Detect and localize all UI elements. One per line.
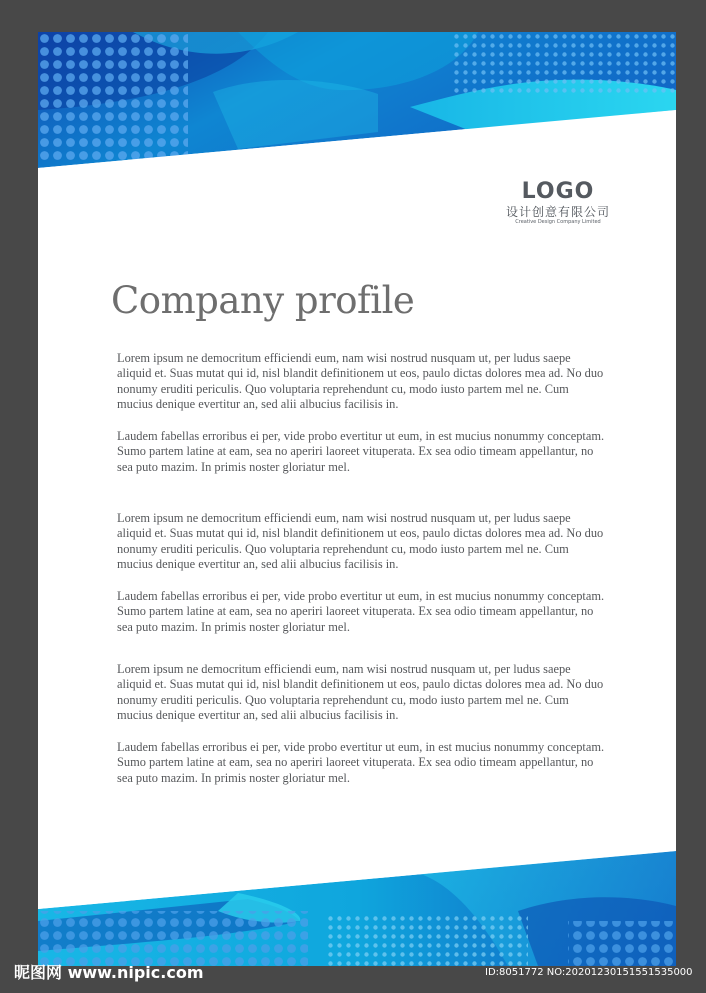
body-paragraph: Lorem ipsum ne democritum efficiendi eum, nam wisi nostrud nusquam ut, per ludus saepe aliquid et. Suas mutat qui id, nisl blandit definitionem ut eos, paulo dictas dolores mea ad. No duo nonumy eruditi periculis. Quo voluptaria reprehendunt cu, modo iusto partem mel ne. Cum mucius denique evertitur an, sed alii albucius facilisis in. — [117, 351, 604, 412]
page-title: Company profile — [111, 279, 415, 322]
watermark-id: ID:8051772 NO:20201230151551535000 — [485, 967, 693, 978]
body-paragraph: Lorem ipsum ne democritum efficiendi eum, nam wisi nostrud nusquam ut, per ludus saepe aliquid et. Suas mutat qui id, nisl blandit definitionem ut eos, paulo dictas dolores mea ad. No duo nonumy eruditi periculis. Quo voluptaria reprehendunt cu, modo iusto partem mel ne. Cum mucius denique evertitur an, sed alii albucius facilisis in. — [117, 662, 604, 723]
header-wave-decoration — [38, 32, 676, 172]
body-paragraph: Laudem fabellas erroribus ei per, vide probo evertitur ut eum, in est mucius nonummy conceptam. Sumo partem latine at eam, sea no aperiri laoreet vituperata. Ex sea odio timeam appellantur, no sea puto mazim. In primis noster gloriatur mel. — [117, 589, 605, 634]
footer-wave-decoration — [38, 851, 676, 966]
company-logo — [493, 180, 623, 226]
watermark-site: 昵图网 www.nipic.com — [14, 963, 204, 982]
letterhead-page — [38, 32, 676, 966]
logo-english-name: Creative Design Company Limited — [515, 219, 601, 225]
body-paragraph: Lorem ipsum ne democritum efficiendi eum, nam wisi nostrud nusquam ut, per ludus saepe aliquid et. Suas mutat qui id, nisl blandit definitionem ut eos, paulo dictas dolores mea ad. No duo nonumy eruditi periculis. Quo voluptaria reprehendunt cu, modo iusto partem mel ne. Cum mucius denique evertitur an, sed alii albucius facilisis in. — [117, 511, 604, 572]
logo-chinese-name: 设计创意有限公司 — [505, 205, 610, 219]
body-paragraph: Laudem fabellas erroribus ei per, vide probo evertitur ut eum, in est mucius nonummy conceptam. Sumo partem latine at eam, sea no aperiri laoreet vituperata. Ex sea odio timeam appellantur, no sea puto mazim. In primis noster gloriatur mel. — [117, 429, 605, 474]
logo-text: LOGO — [521, 179, 595, 204]
body-paragraph: Laudem fabellas erroribus ei per, vide probo evertitur ut eum, in est mucius nonummy conceptam. Sumo partem latine at eam, sea no aperiri laoreet vituperata. Ex sea odio timeam appellantur, no sea puto mazim. In primis noster gloriatur mel. — [117, 740, 605, 785]
